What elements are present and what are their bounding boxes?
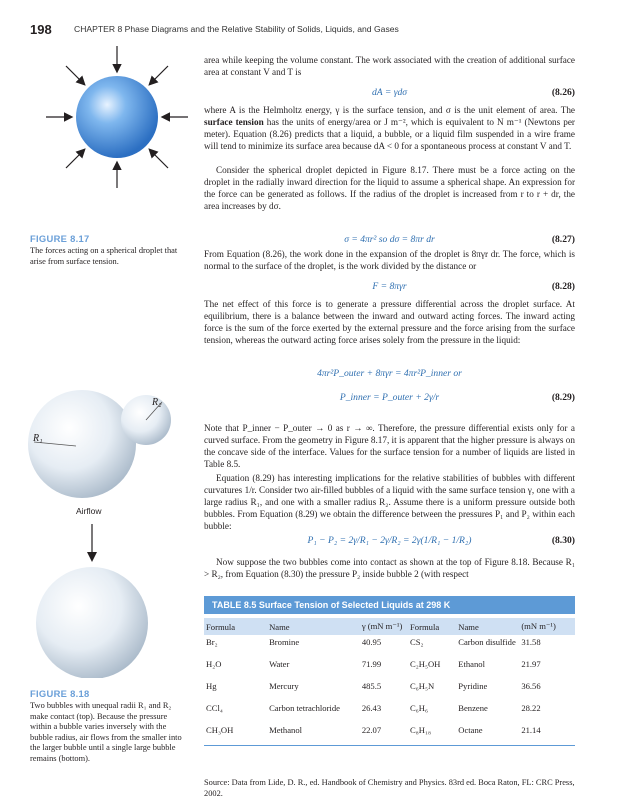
figure-8-18-label: FIGURE 8.18 <box>30 688 90 699</box>
col-header: Formula <box>204 618 267 635</box>
equation-8-30-expr: P₁ − P₂ = 2γ/R₁ − 2γ/R₂ = 2γ(1/R₁ − 1/R₂) <box>307 535 472 546</box>
col-header: (mN m⁻¹) <box>519 618 575 635</box>
paragraph-3: Consider the spherical droplet depicted in Figure 8.17. There must be a force acting on the droplet in the radially inward direction for the liquid to assume a spherical shape. An expression for the force can be generated as follows. If the radius of the droplet is increased from r to r + dr, the area increases by dσ. <box>204 165 575 212</box>
col-header: Name <box>456 618 519 635</box>
col-header: Formula <box>408 618 456 635</box>
equation-8-26 <box>204 87 575 101</box>
airflow-arrow-icon <box>87 552 97 562</box>
equation-8-27 <box>204 234 575 248</box>
table-source: Source: Data from Lide, D. R., ed. Handbook of Chemistry and Physics. 83rd ed. Boca Raton, FL: CRC Press, 2002. <box>204 778 575 798</box>
equation-8-28-number: (8.28) <box>551 281 575 292</box>
table-title: TABLE 8.5 Surface Tension of Selected Liquids at 298 K <box>204 596 575 614</box>
paragraph-4: From Equation (8.26), the work done in the expansion of the droplet is 8πγr dr. The force, which is normal to the surface of the droplet, is the work divided by the distance or <box>204 249 575 272</box>
figure-8-17-caption: The forces acting on a spherical droplet that arise from surface tension. <box>30 246 178 266</box>
equation-8-30-number: (8.30) <box>551 535 575 546</box>
equation-8-29-number: (8.29) <box>551 392 575 403</box>
equation-8-27-number: (8.27) <box>551 234 575 245</box>
equation-8-27-expr: σ = 4πr² so dσ = 8πr dr <box>344 234 435 245</box>
table-row: CCl₄ Carbon tetrachloride 26.43 C₆H₆ Benzene 28.22 <box>206 703 541 713</box>
paragraph-1: area while keeping the volume constant. The work associated with the creation of additional surface area at constant V and T is <box>204 55 575 78</box>
table-row: Br₂ Bromine 40.95 CS₂ Carbon disulfide 31.58 <box>206 637 541 647</box>
table-row: CH₃OH Methanol 22.07 C₈H₁₈ Octane 21.14 <box>204 723 575 746</box>
term-surface-tension: surface tension <box>204 117 264 128</box>
figure-8-17-label: FIGURE 8.17 <box>30 233 90 244</box>
table-row: Hg Mercury 485.5 C₆H₅N Pyridine 36.56 <box>206 681 541 691</box>
droplet-sphere <box>76 76 158 158</box>
droplet-figure <box>44 44 190 190</box>
page-number: 198 <box>30 22 52 37</box>
running-title: CHAPTER 8 Phase Diagrams and the Relative Stability of Solids, Liquids, and Gases <box>74 24 399 34</box>
equation-8-29a-expr: 4πr²P_outer + 8πγr = 4πr²P_inner or <box>317 368 462 379</box>
table-row: H₂O Water 71.99 C₂H₅OH Ethanol 21.97 <box>206 659 541 669</box>
equation-8-29a <box>204 368 575 382</box>
surface-tension-table <box>204 618 575 746</box>
figure-8-18-caption: Two bubbles with unequal radii R₁ and R₂ make contact (top). Because the pressure within a bubble varies inversely with the bubble radius, air flows from the smaller into the larger bubble until a single large bubble remains (bottom). <box>30 701 182 763</box>
col-header: Name <box>267 618 360 635</box>
airflow-label: Airflow <box>76 506 102 516</box>
paragraph-7: Equation (8.29) has interesting implications for the relative stabilities of bubbles with different curvatures 1/r. Consider two air-filled bubbles of a liquid with the same surface tension γ, one with a large radius R₁, and one with a smaller radius R₂. Assume there is a uniform pressure outside both bubbles. From Equation (8.29) we obtain the difference between the pressures P₁ and P₂ within each bubble: <box>204 473 575 532</box>
radius-r2-label: R₂ <box>152 397 162 408</box>
large-bubble <box>28 390 136 498</box>
equation-8-29b <box>204 392 575 406</box>
equation-8-30 <box>204 535 575 549</box>
equation-8-26-number: (8.26) <box>551 87 575 98</box>
bubbles-figure <box>24 378 184 678</box>
paragraph-6: Note that P_inner − P_outer → 0 as r → ∞. Therefore, the pressure differential exists only for a curved surface. From the geometry in Figure 8.17, it is apparent that the higher pressure is always on the concave side of the interface. Values for the surface tension for a number of liquids are listed in Table 8.5. <box>204 423 575 470</box>
paragraph-8: Now suppose the two bubbles come into contact as shown at the top of Figure 8.18. Because R₁ > R₂, from Equation (8.30) the pressure P₂ inside bubble 2 (with respect <box>204 557 575 580</box>
equation-8-28-expr: F = 8πγr <box>372 281 407 292</box>
equation-8-26-expr: dA = γdσ <box>371 87 408 98</box>
equation-8-28 <box>204 281 575 295</box>
col-header: γ (mN m⁻¹) <box>360 618 408 635</box>
equation-8-29b-expr: P_inner = P_outer + 2γ/r <box>339 392 440 403</box>
paragraph-5: The net effect of this force is to generate a pressure differential across the droplet surface. At equilibrium, there is a balance between the inward and outward acting forces. The inward acting force is the sum of the force exerted by the external pressure and the force arising from the surface tension, whereas the outward acting force arises solely from the pressure in the liquid: <box>204 299 575 346</box>
paragraph-2: where A is the Helmholtz energy, γ is the surface tension, and σ is the unit element of area. The surface tension has the units of energy/area or J m⁻², which is equivalent to N m⁻¹ (Newtons per meter). Equation (8.26) predicts that a liquid, a bubble, or a liquid film suspended in a wire frame will tend to minimize its surface area because dA < 0 for a spontaneous process at constant V and T. <box>204 105 575 152</box>
radius-r1-label: R₁ <box>33 433 43 444</box>
merged-bubble <box>36 567 148 678</box>
